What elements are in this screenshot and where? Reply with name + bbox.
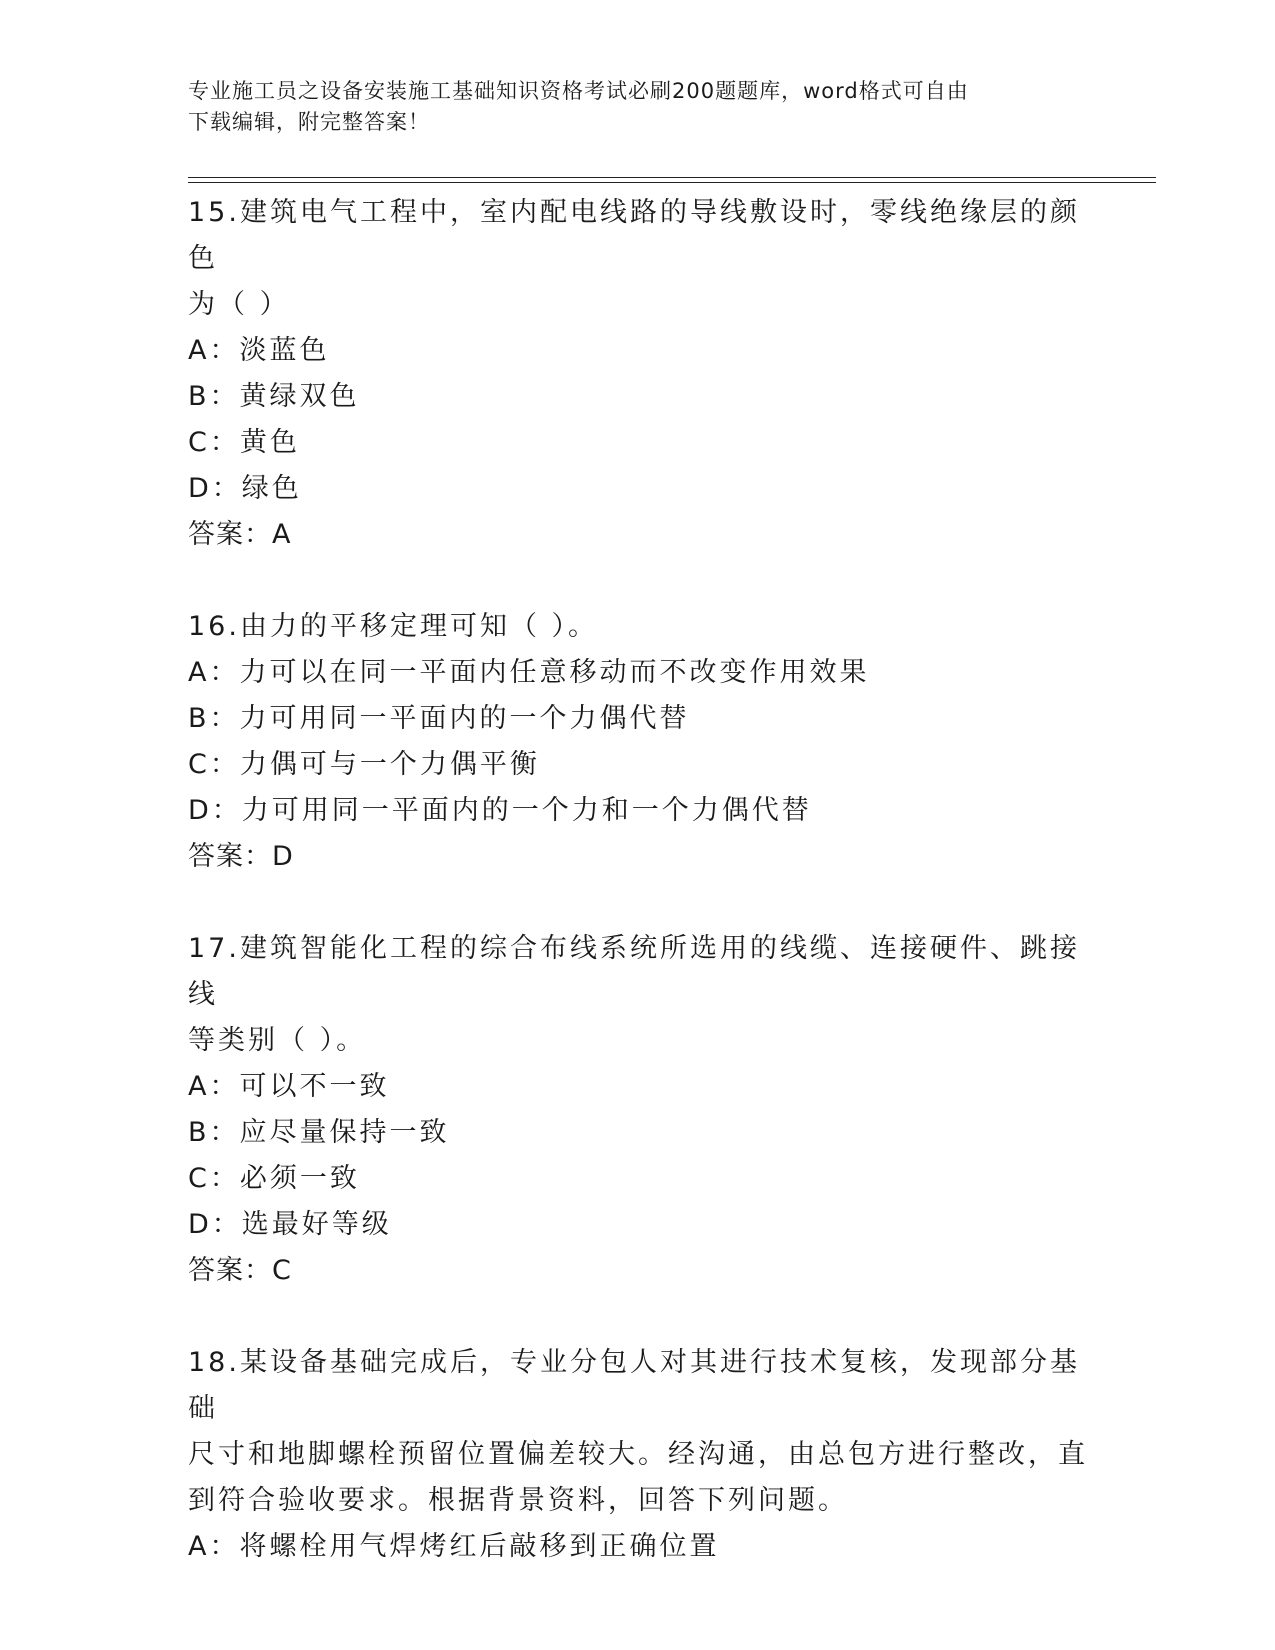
question-18 [188,1340,1088,1570]
question-stem: 17.建筑智能化工程的综合布线系统所选用的线缆、连接硬件、跳接线 [188,933,1080,1010]
document-header [188,76,1068,138]
answer-label: 答案：D [188,841,294,872]
option-b: B：应尽量保持一致 [188,1117,450,1148]
question-stem: 15.建筑电气工程中，室内配电线路的导线敷设时，零线绝缘层的颜色 [188,197,1080,274]
option-d: D：绿色 [188,473,302,504]
header-divider-top [188,177,1156,178]
option-b: B：黄绿双色 [188,381,360,412]
option-b: B：力可用同一平面内的一个力偶代替 [188,703,690,734]
option-a: A：将螺栓用气焊烤红后敲移到正确位置 [188,1531,720,1562]
option-a: A：淡蓝色 [188,335,330,366]
header-line-2: 下载编辑，附完整答案！ [188,110,430,134]
option-c: C：必须一致 [188,1163,360,1194]
header-line-1: 专业施工员之设备安装施工基础知识资格考试必刷200题题库，word格式可自由 [188,79,969,103]
question-15 [188,190,1088,558]
answer-label: 答案：A [188,519,292,550]
question-list [188,190,1088,1616]
question-16 [188,604,1088,880]
question-stem-continued: 尺寸和地脚螺栓预留位置偏差较大。经沟通，由总包方进行整改，直 [188,1439,1088,1470]
option-d: D：力可用同一平面内的一个力和一个力偶代替 [188,795,812,826]
question-stem: 18.某设备基础完成后，专业分包人对其进行技术复核，发现部分基础 [188,1347,1080,1424]
answer-label: 答案：C [188,1255,292,1286]
question-17 [188,926,1088,1294]
option-a: A：力可以在同一平面内任意移动而不改变作用效果 [188,657,870,688]
option-c: C：力偶可与一个力偶平衡 [188,749,540,780]
question-stem: 16.由力的平移定理可知（ ）。 [188,611,599,642]
option-c: C：黄色 [188,427,300,458]
question-stem-continued: 为（ ） [188,289,290,320]
question-stem-continued: 到符合验收要求。根据背景资料，回答下列问题。 [188,1485,848,1516]
question-stem-continued: 等类别（ ）。 [188,1025,367,1056]
header-divider-bottom [188,182,1156,183]
option-d: D：选最好等级 [188,1209,392,1240]
option-a: A：可以不一致 [188,1071,390,1102]
